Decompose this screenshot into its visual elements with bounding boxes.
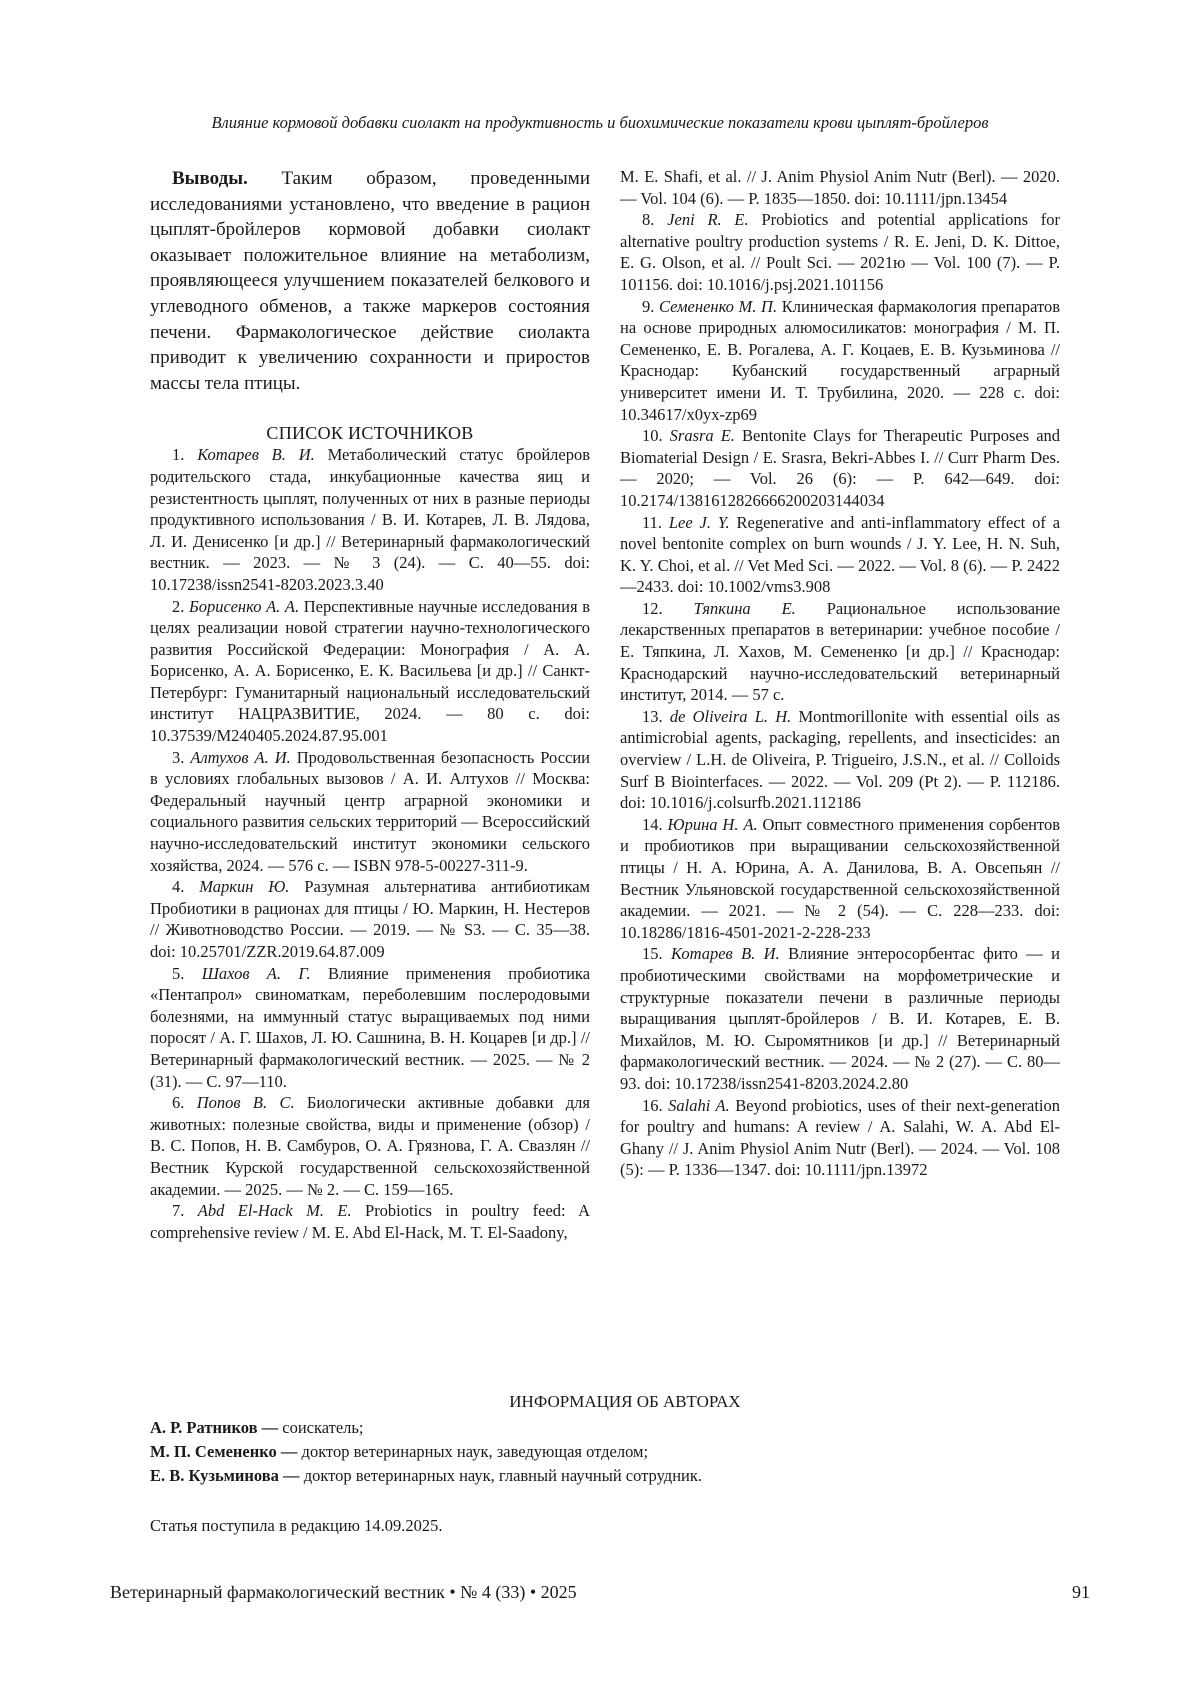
reference-text: Клиническая фармакология препаратов на основе природных алюмосиликатов: монография / М. П. Семененко, Е. В. Рогалева, А. Г. Коцаев, Е. В. Кузьминова // Краснодар: Кубанский государственный аграрный университет имени И. Т. Трубилина, 2020. — 228 с. doi: 10.34617/x0yx-zp69 <box>620 296 1060 424</box>
reference-number: 11. <box>642 512 663 532</box>
reference-text: Montmorillonite with essential oils as antimicrobial agents, packaging, repellents, and insecticides: an overview / L.H. de Oliveira, P. Trigueiro, J.S.N., et al. // Colloids Surf B Biointerfaces. — 2022. — Vol. 209 (Pt 2). — P. 112186. doi: 10.1016/j.colsurfb.2021.112186 <box>620 706 1060 813</box>
reference-text: Опыт совместного применения сорбентов и пробиотиков при выращивании сельскохозяйственной птицы / Н. А. Юрина, А. А. Данилова, В. А. Овсепьян // Вестник Ульяновской государственной сельскохозяйственной академии. — 2021. — № 2 (54). — С. 228—233. doi: 10.18286/1816-4501-2021-2-228-233 <box>620 814 1061 942</box>
reference-text: Влияние энтеросорбентас фито — и пробиотическими свойствами на морфометрические и структурные показатели печени в различные периоды выращивания цыплят-бройлеров / В. И. Котарев, Е. В. Михайлов, М. Ю. Сыромятников [и др.] // Ветеринарный фармакологический вестник. — 2024. — № 2 (27). — С. 80—93. doi: 10.17238/issn2541-8203.2024.2.80 <box>620 944 1060 1093</box>
reference-item <box>150 1200 590 1243</box>
reference-item <box>620 209 1060 295</box>
reference-text: Bentonite Clays for Therapeutic Purposes and Biomaterial Design / E. Srasra, Bekri-Abbes I. // Curr Pharm Des. — 2020; — Vol. 26 (6): — P. 642—649. doi: 10.2174/1381612826666200203144034 <box>620 426 1061 510</box>
reference-item <box>620 814 1060 944</box>
left-column <box>150 166 590 1243</box>
reference-author: Маркин Ю. <box>199 877 290 897</box>
reference-number: 15. <box>642 944 663 964</box>
reference-item <box>620 598 1060 706</box>
reference-author: Котарев В. И. <box>671 944 780 964</box>
references-list-right <box>620 209 1060 1181</box>
reference-author: Srasra E. <box>669 426 735 446</box>
reference-item <box>620 296 1060 426</box>
reference-number: 2. <box>172 596 185 616</box>
authors-heading: ИНФОРМАЦИЯ ОБ АВТОРАХ <box>509 1392 741 1411</box>
reference-item <box>150 596 590 747</box>
author-name: Е. В. Кузьминова — <box>150 1466 300 1485</box>
reference-item <box>620 943 1060 1094</box>
author-line <box>150 1416 1100 1440</box>
reference-number: 1. <box>172 445 185 465</box>
reference-text: Метаболический статус бройлеров родительского стада, инкубационные качества яиц и резистентность цыплят, полученных от них в разные периоды продуктивного использования / В. И. Котарев, Л. В. Лядова, Л. И. Денисенко [и др.] // Ветеринарный фармакологический вестник. — 2023. — № 3 (24). — С. 40—55. doi: 10.17238/issn2541-8203.2023.3.40 <box>150 445 590 594</box>
references-heading: СПИСОК ИСТОЧНИКОВ <box>266 423 474 444</box>
reference-author: Семененко М. П. <box>659 296 778 316</box>
reference-text: Перспективные научные исследования в целях реализации новой стратегии научно-технологического развития Российской Федерации: Монография / А. А. Борисенко, А. А. Борисенко, Е. К. Васильева [и др.] // Санкт-Петербург: Гуманитарный национальный исследовательский институт НАЦРАЗВИТИЕ, 2024. — 80 с. doi: 10.37539/M240405.2024.87.95.001 <box>150 596 590 746</box>
reference-text: Probiotics in poultry feed: A comprehensive review / M. E. Abd El-Hack, M. T. El-Saadony, <box>150 1201 591 1242</box>
reference-text: Биологически активные добавки для животных: полезные свойства, виды и применение (обзор) / В. С. Попов, Н. В. Самбуров, О. А. Грязнова, Г. А. Свазлян // Вестник Курской государственной сельскохозяйственной академии. — 2025. — № 2. — С. 159—165. <box>150 1093 590 1199</box>
authors-info <box>150 1390 1100 1538</box>
author-name: М. П. Семененко — <box>150 1442 298 1461</box>
running-head: Влияние кормовой добавки сиолакт на продуктивность и биохимические показатели крови цыплят-бройлеров <box>211 113 989 132</box>
reference-number: 4. <box>172 877 185 897</box>
reference-item <box>150 963 590 1093</box>
reference-author: Юрина Н. А. <box>667 814 758 834</box>
conclusions-lead: Выводы. <box>172 168 248 189</box>
reference-author: Jeni R. E. <box>667 210 749 230</box>
reference-number: 14. <box>642 814 663 834</box>
reference-author: Борисенко А. А. <box>189 596 300 616</box>
reference-number: 8. <box>642 210 655 230</box>
reference-number: 16. <box>642 1095 663 1115</box>
right-column <box>620 166 1060 1181</box>
reference-item <box>150 747 590 877</box>
reference-author: Котарев В. И. <box>197 445 315 465</box>
reference-continuation: M. E. Shafi, et al. // J. Anim Physiol Anim Nutr (Berl). — 2020. — Vol. 104 (6). — P. 1835—1850. doi: 10.1111/jpn.13454 <box>620 167 1060 208</box>
reference-author: Lee J. Y. <box>668 512 730 532</box>
reference-item <box>150 1092 590 1200</box>
reference-author: Salahi A. <box>668 1095 730 1115</box>
reference-author: Попов В. С. <box>196 1093 295 1113</box>
reference-text: Продовольственная безопасность России в условиях глобальных вызовов / А. И. Алтухов // Москва: Федеральный научный центр аграрной экономики и социального развития сельских территорий — Всероссийский научно-исследовательский институт экономики сельского хозяйства, 2024. — 576 с. — ISBN 978-5-00227-311-9. <box>150 747 591 875</box>
reference-item <box>620 425 1060 511</box>
received-date: Статья поступила в редакцию 14.09.2025. <box>150 1516 443 1535</box>
page-number: 91 <box>1072 1582 1090 1602</box>
reference-item <box>620 1095 1060 1181</box>
reference-text: Regenerative and anti-inflammatory effect of a novel bentonite complex on burn wounds / J. Y. Lee, H. N. Suh, K. Y. Choi, et al. // Vet Med Sci. — 2022. — Vol. 8 (6). — P. 2422—2433. doi: 10.1002/vms3.908 <box>620 512 1061 597</box>
author-role: доктор ветеринарных наук, заведующая отделом; <box>301 1442 649 1461</box>
reference-item <box>620 512 1060 598</box>
reference-text: Beyond probiotics, uses of their next-generation for poultry and humans: A review / A. Salahi, W. A. Abd El-Ghany // J. Anim Physiol Anim Nutr (Berl). — 2024. — Vol. 108 (5): — P. 1336—1347. doi: 10.1111/jpn.13972 <box>620 1095 1061 1180</box>
reference-author: Abd El-Hack M. E. <box>197 1201 352 1221</box>
author-role: соискатель; <box>282 1418 364 1437</box>
author-name: А. Р. Ратников — <box>150 1418 279 1437</box>
reference-number: 12. <box>642 598 663 618</box>
reference-text: Влияние применения пробиотика «Пентапрол» свиноматкам, переболевшим послеродовыми болезнями, на иммунный статус выращиваемых под ними поросят / А. Г. Шахов, Л. Ю. Сашнина, В. Н. Коцарев [и др.] // Ветеринарный фармакологический вестник. — 2025. — № 2 (31). — С. 97—110. <box>150 963 591 1091</box>
reference-text: Probiotics and potential applications for alternative poultry production systems / R. E. Jeni, D. K. Dittoe, E. G. Olson, et al. // Poult Sci. — 2021ю — Vol. 100 (7). — P. 101156. doi: 10.1016/j.psj.2021.101156 <box>620 210 1061 294</box>
author-line <box>150 1440 1100 1464</box>
reference-author: Алтухов А. И. <box>190 747 291 767</box>
author-line <box>150 1464 1100 1488</box>
reference-number: 13. <box>642 706 663 726</box>
reference-author: Тяпкина Е. <box>693 598 796 618</box>
reference-item <box>150 876 590 962</box>
reference-item <box>620 706 1060 814</box>
reference-text: Разумная альтернатива антибиотикам Пробиотики в рационах для птицы / Ю. Маркин, Н. Нестеров // Животноводство России. — 2019. — № S3. — С. 35—38. doi: 10.25701/ZZR.2019.64.87.009 <box>150 877 591 961</box>
conclusions-text: Таким образом, проведенными исследованиями установлено, что введение в рацион цыплят-бройлеров кормовой добавки сиолакт оказывает положительное влияние на метаболизм, проявляющееся улучшением показателей белкового и углеводного обменов, а также маркеров состояния печени. Фармакологическое действие сиолакта приводит к увеличению сохранности и приростов массы тела птицы. <box>150 168 590 394</box>
reference-number: 6. <box>172 1093 185 1113</box>
references-list-left <box>150 444 590 1243</box>
authors-list <box>150 1416 1100 1488</box>
reference-number: 9. <box>642 296 655 316</box>
reference-number: 7. <box>172 1201 185 1221</box>
reference-author: Шахов А. Г. <box>201 963 311 983</box>
reference-number: 5. <box>172 963 185 983</box>
footer-journal: Ветеринарный фармакологический вестник • № 4 (33) • 2025 <box>110 1582 577 1602</box>
reference-author: de Oliveira L. H. <box>669 706 792 726</box>
reference-number: 3. <box>172 747 185 767</box>
reference-item <box>150 444 590 595</box>
reference-number: 10. <box>642 426 663 446</box>
conclusions-paragraph <box>150 166 590 396</box>
reference-text: Рациональное использование лекарственных препаратов в ветеринарии: учебное пособие / Е. Тяпкина, Л. Хахов, М. Семененко [и др.] // Краснодар: Краснодарский научно-исследовательский ветеринарный институт, 2014. — 57 с. <box>620 598 1061 705</box>
author-role: доктор ветеринарных наук, главный научный сотрудник. <box>303 1466 702 1485</box>
